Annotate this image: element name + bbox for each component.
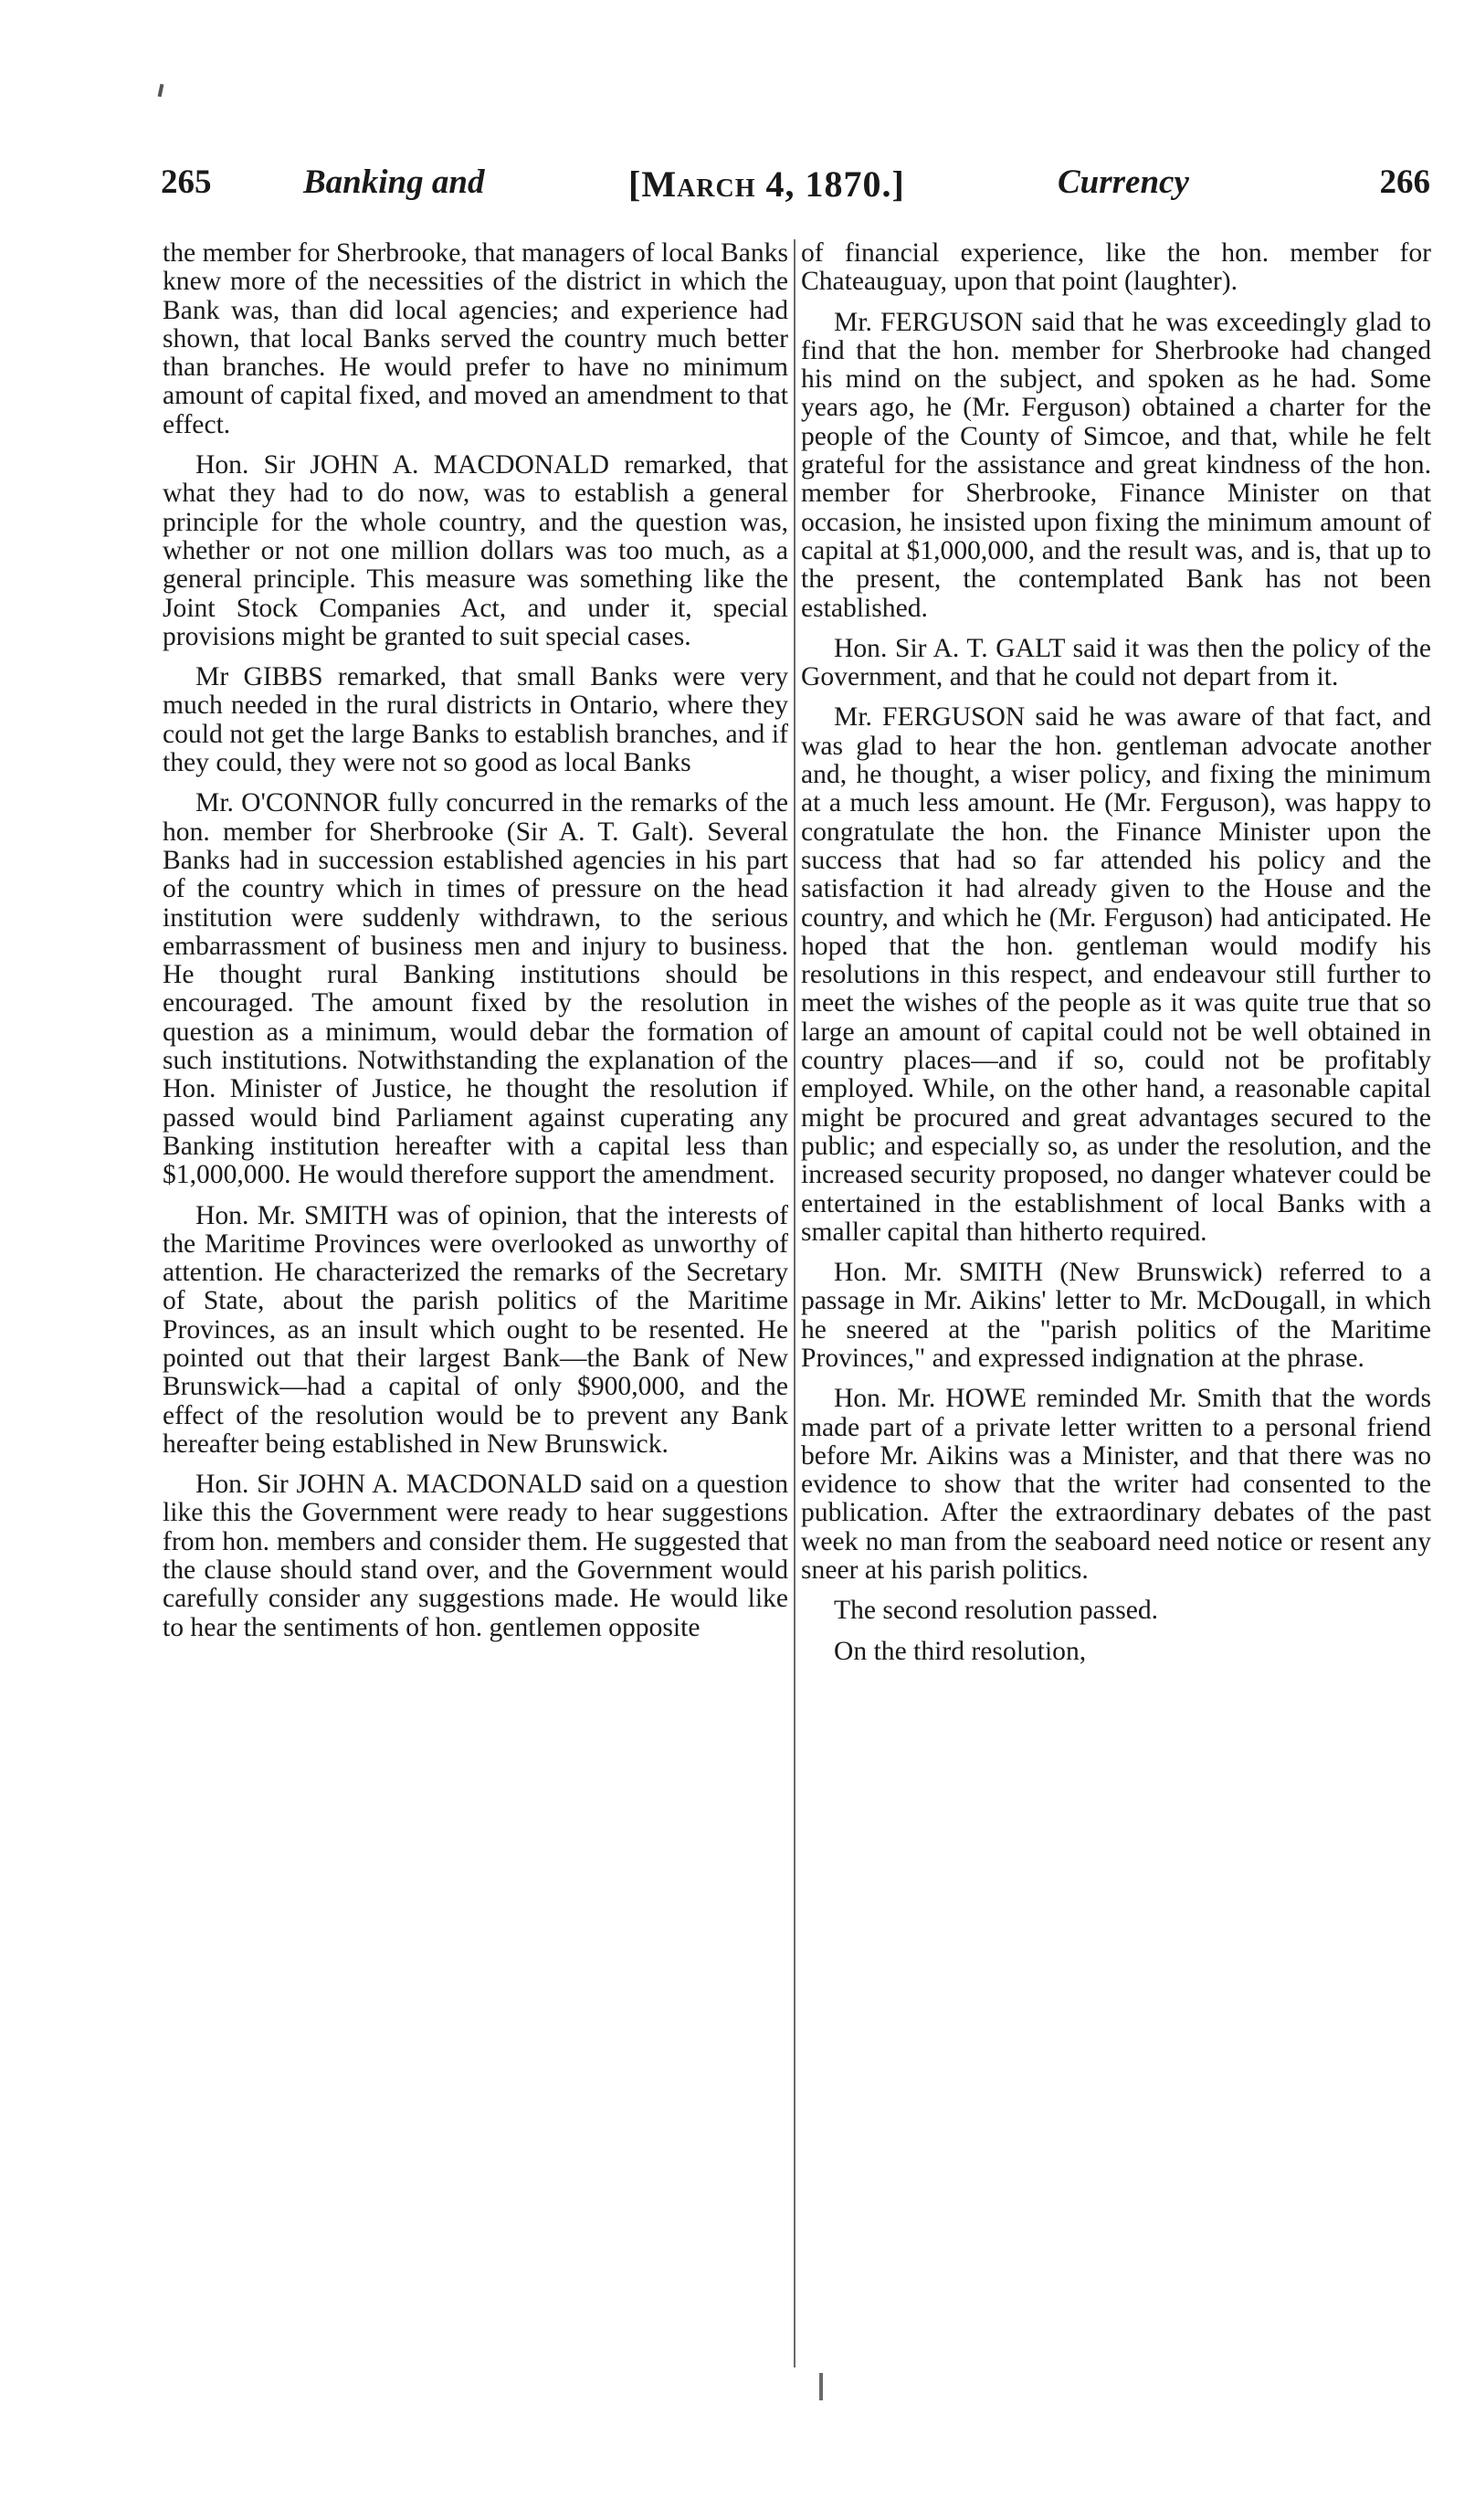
header-date: [March 4, 1870.] — [628, 163, 905, 205]
paragraph: Hon. Sir JOHN A. MACDONALD remarked, that what they had to do now, was to establish a general principle for the whole country, and the question was, whether or not one million dollars was too much, as a general principle. This measure was something like the Joint Stock Companies Act, and under it, special provisions might be granted to suit special cases. — [163, 450, 788, 651]
left-page-number: 265 — [161, 163, 212, 201]
right-running-title: Currency — [1058, 163, 1189, 201]
paragraph: of financial experience, like the hon. member for Chateauguay, upon that point (laughter). — [801, 238, 1431, 297]
paragraph: the member for Sherbrooke, that managers of local Banks knew more of the necessities of the district in which the Bank was, than did local agencies; and experience had shown, that local Banks served the country much better than branches. He would prefer to have no minimum amount of capital fixed, and moved an amendment to that effect. — [163, 238, 788, 439]
page-header — [161, 163, 1430, 227]
right-column — [801, 239, 1431, 1678]
paragraph: Hon. Sir A. T. GALT said it was then the policy of the Government, and that he could not depart from it. — [801, 633, 1431, 692]
paragraph: Hon. Sir JOHN A. MACDONALD said on a question like this the Government were ready to hear suggestions from hon. members and consider them. He suggested that the clause should stand over, and the Government would carefully consider any suggestions made. He would like to hear the sentiments of hon. gentlemen opposite — [163, 1470, 788, 1642]
paragraph: Hon. Mr. HOWE reminded Mr. Smith that the words made part of a private letter written to a personal friend before Mr. Aikins was a Minister, and that there was no evidence to show that the writer had consented to the publication. After the extraordinary debates of the past week no man from the seaboard need notice or resent any sneer at his parish politics. — [801, 1384, 1431, 1586]
paragraph: Hon. Mr. SMITH (New Brunswick) referred to a passage in Mr. Aikins' letter to Mr. McDougall, in which he sneered at the "parish politics of the Maritime Provinces," and expressed indignation at the phrase. — [801, 1258, 1431, 1373]
paragraph: Mr. FERGUSON said that he was exceedingly glad to find that the hon. member for Sherbrooke had changed his mind on the subject, and spoken as he had. Some years ago, he (Mr. Ferguson) obtained a charter for the people of the County of Simcoe, and that, while he felt grateful for the assistance and great kindness of the hon. member for Sherbrooke, Finance Minister on that occasion, he insisted upon fixing the minimum amount of capital at $1,000,000, and the result was, and is, that up to the present, the contemplated Bank has not been established. — [801, 307, 1431, 623]
column-divider — [794, 239, 795, 2367]
column-end-mark — [819, 2373, 823, 2400]
left-running-title: Banking and — [303, 163, 485, 201]
paragraph: Mr GIBBS remarked, that small Banks were very much needed in the rural districts in Ontario, where they could not get the large Banks to establish branches, and if they could, they were not so good as local Banks — [163, 662, 788, 778]
paragraph: On the third resolution, — [834, 1636, 1087, 1666]
paragraph: The second resolution passed. — [834, 1596, 1159, 1626]
paragraph: Hon. Mr. SMITH was of opinion, that the interests of the Maritime Provinces were overlooked as unworthy of attention. He characterized the remarks of the Secretary of State, about the parish politics of the Maritime Provinces, as an insult which ought to be resented. He pointed out that their largest Bank—the Bank of New Brunswick—had a capital of only $900,000, and the effect of the resolution would be to prevent any Bank hereafter being established in New Brunswick. — [163, 1200, 788, 1459]
paragraph: Mr. O'CONNOR fully concurred in the remarks of the hon. member for Sherbrooke (Sir A. T. Galt). Several Banks had in succession established agencies in his part of the country which in times of pressure on the head institution were suddenly withdrawn, to the serious embarrassment of business men and injury to business. He thought rural Banking institutions should be encouraged. The amount fixed by the resolution in question as a minimum, would debar the formation of such institutions. Notwithstanding the explanation of the Hon. Minister of Justice, he thought the resolution if passed would bind Parliament against cuperating any Banking institution hereafter with a capital less than $1,000,000. He would therefore support the amendment. — [163, 788, 788, 1190]
right-page-number: 266 — [1379, 163, 1430, 201]
paragraph: Mr. FERGUSON said he was aware of that fact, and was glad to hear the hon. gentleman advocate another and, he thought, a wiser policy, and fixing the minimum at a much less amount. He (Mr. Ferguson), was happy to congratulate the hon. the Finance Minister upon the success that had so far attended his policy and the satisfaction it had already given to the House and the country, and which he (Mr. Ferguson) had anticipated. He hoped that the hon. gentleman would modify his resolutions in this respect, and endeavour still further to meet the wishes of the people as it was quite true that so large an amount of capital could not be well obtained in country places—and if so, could not be profitably employed. While, on the other hand, a reasonable capital might be procured and great advantages secured to the public; and especially so, as under the resolution, and the increased security proposed, no danger whatever could be entertained in the establishment of local Banks with a smaller capital than hitherto required. — [801, 702, 1431, 1247]
stray-ink-mark — [158, 84, 164, 98]
left-column — [163, 239, 788, 1642]
